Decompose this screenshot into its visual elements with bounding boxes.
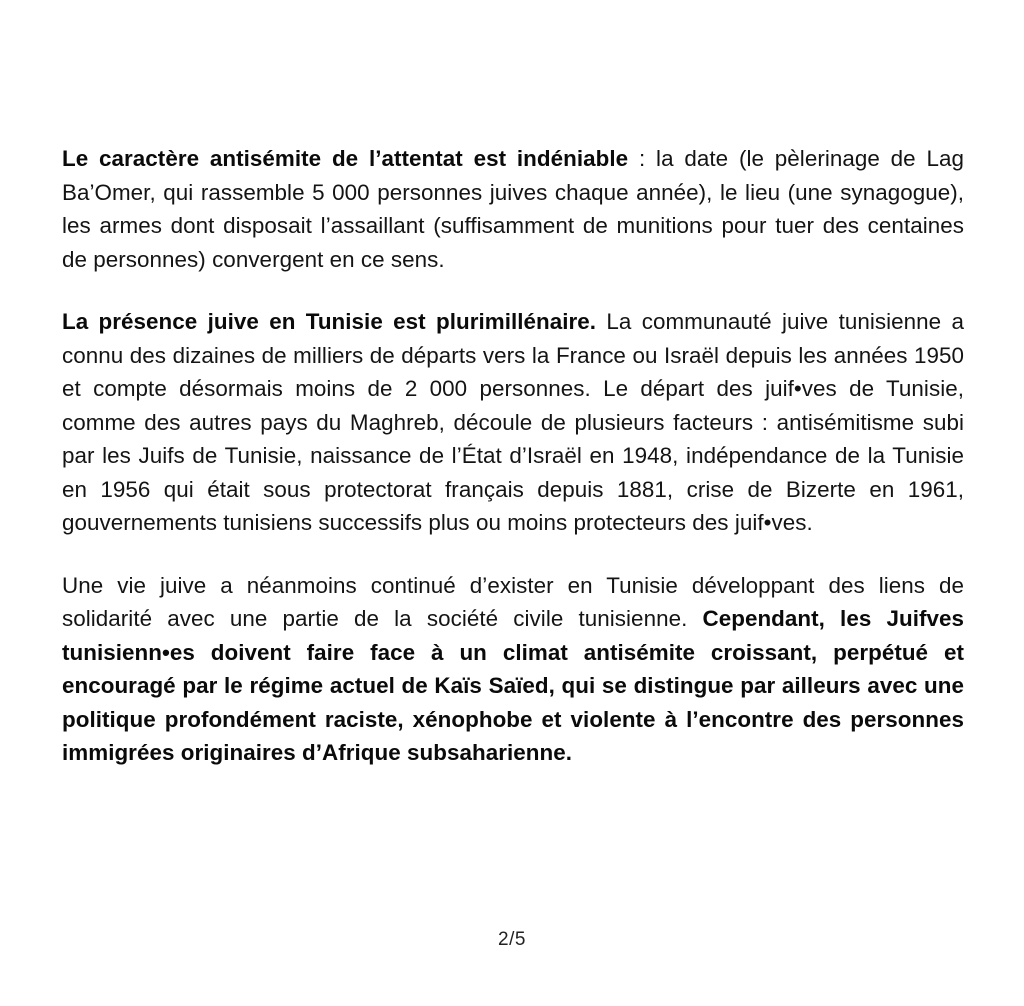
document-body	[62, 142, 964, 770]
paragraph-3-bold-conclusion: Cependant, les Juifves tunisienn•es doivent faire face à un climat antisémite croissant, perpétué et encouragé par le régime actuel de Kaïs Saïed, qui se distingue par ailleurs avec une politique profondément raciste, xénophobe et violente à l’encontre des personnes immigrées originaires d’Afrique subsaharienne.	[62, 606, 964, 765]
paragraph-3-body: Une vie juive a néanmoins continué d’exister en Tunisie développant des liens de solidarité avec une partie de la société civile tunisienne.	[62, 572, 964, 631]
paragraph-1-body: : la date (le pèlerinage de Lag Ba’Omer, qui rassemble 5 000 personnes juives chaque année), le lieu (une synagogue), les armes dont disposait l’assaillant (suffisamment de munitions pour tuer des centaines de personnes) convergent en ce sens.	[62, 146, 965, 272]
paragraph-attack-antisemitic	[62, 142, 964, 276]
paragraph-jewish-life	[62, 569, 964, 770]
paragraph-jewish-presence	[62, 305, 964, 540]
paragraph-1-bold-lead: Le caractère antisémite de l’attentat est indéniable	[62, 146, 629, 171]
paragraph-2-bold-lead: La présence juive en Tunisie est plurimillénaire.	[62, 309, 597, 334]
paragraph-2-body: La communauté juive tunisienne a connu des dizaines de milliers de départs vers la France ou Israël depuis les années 1950 et compte désormais moins de 2 000 personnes. Le départ des juif•ves de Tunisie, comme des autres pays du Maghreb, découle de plusieurs facteurs : antisémitisme subi par les Juifs de Tunisie, naissance de l’État d’Israël en 1948, indépendance de la Tunisie en 1956 qui était sous protectorat français depuis 1881, crise de Bizerte en 1961, gouvernements tunisiens successifs plus ou moins protecteurs des juif•ves.	[62, 309, 964, 535]
page-number: 2/5	[498, 929, 526, 950]
